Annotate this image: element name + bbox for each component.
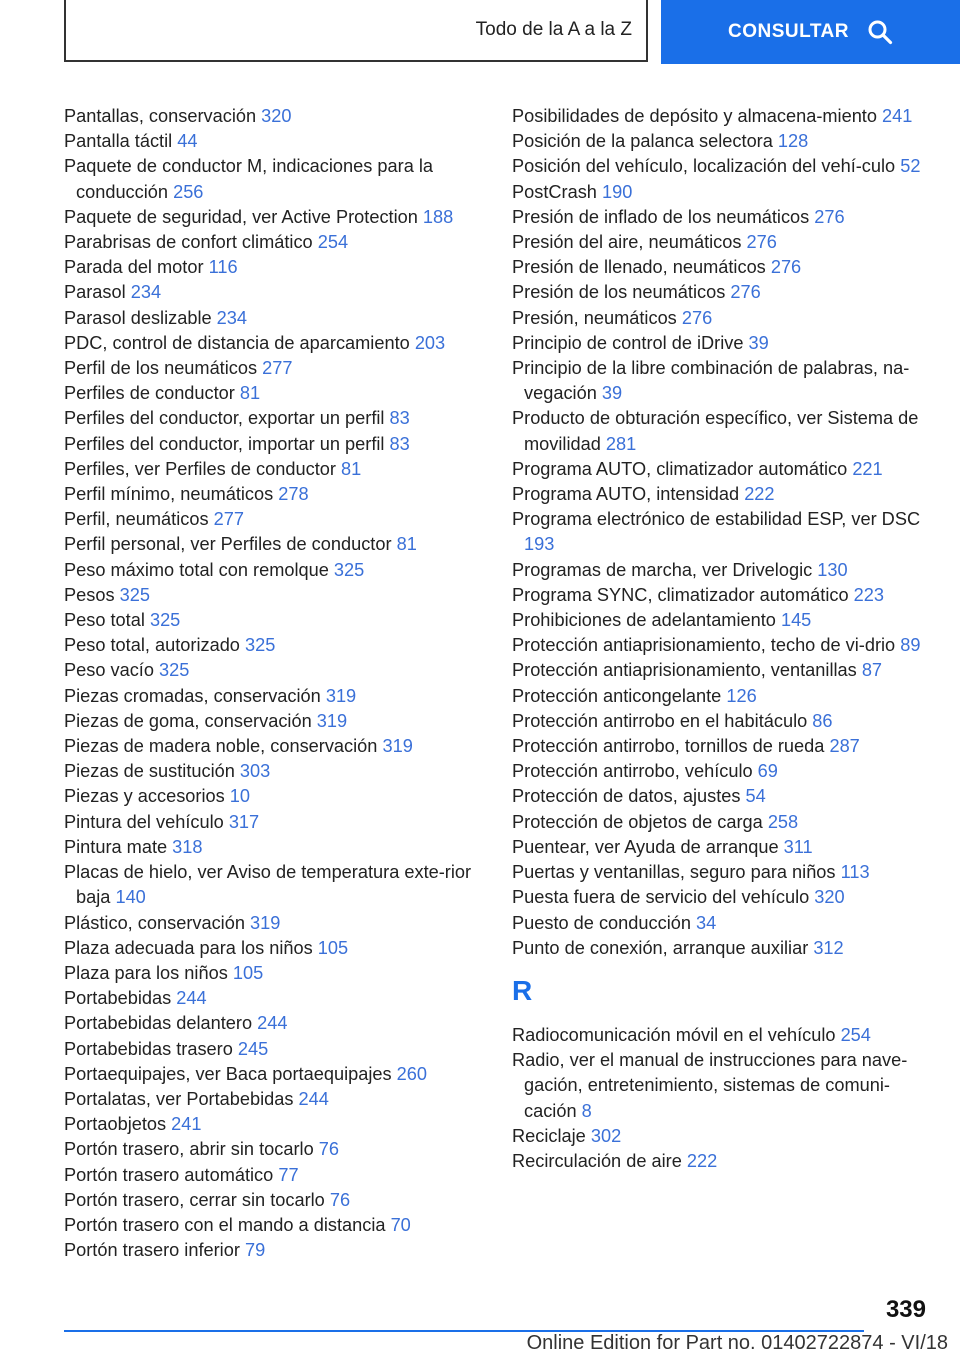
- entry-page-link[interactable]: 116: [208, 257, 238, 278]
- index-entry: [64, 658, 484, 683]
- entry-page-link[interactable]: 70: [390, 1214, 411, 1235]
- entry-text: Pantallas, conservación: [64, 106, 262, 126]
- entry-page-link[interactable]: 105: [232, 962, 264, 983]
- entry-page-link[interactable]: 277: [262, 358, 293, 379]
- entry-page-link[interactable]: 81: [340, 458, 362, 479]
- entry-text: Perfiles del conductor, exportar un perfil: [64, 408, 390, 429]
- entry-text: Piezas de goma, conservación: [64, 710, 317, 731]
- index-entry: [512, 633, 932, 658]
- index-entry: [64, 381, 484, 406]
- entry-page-link[interactable]: 319: [316, 710, 348, 731]
- index-entry: [64, 583, 484, 608]
- entry-text: Programa AUTO, intensidad: [512, 484, 745, 505]
- entry-page-link[interactable]: 277: [213, 509, 244, 530]
- entry-page-link[interactable]: 318: [172, 836, 203, 857]
- entry-page-link[interactable]: 52: [900, 156, 921, 177]
- index-entry: [512, 936, 932, 961]
- entry-text: Punto de conexión, arranque auxiliar: [512, 937, 814, 958]
- index-entry: [64, 1062, 484, 1087]
- entry-page-link[interactable]: 126: [726, 685, 757, 706]
- index-entry: [512, 406, 932, 456]
- entry-page-link[interactable]: 276: [814, 206, 845, 227]
- entry-text: Radio, ver el manual de instrucciones para nave‐gación, entretenimiento, sistemas de comuni‐cación: [512, 1050, 908, 1121]
- index-entry: [512, 608, 932, 633]
- entry-text: Perfil mínimo, neumáticos: [64, 484, 279, 505]
- entry-page-link[interactable]: 203: [414, 332, 446, 353]
- index-entry: [64, 835, 484, 860]
- entry-text: Radiocomunicación móvil en el vehículo: [512, 1024, 841, 1045]
- index-entry: [64, 1238, 484, 1263]
- entry-page-link[interactable]: 145: [780, 610, 812, 631]
- index-tab-label: Todo de la A a la Z: [475, 19, 632, 40]
- index-entry: [512, 860, 932, 885]
- r-entries: [512, 1023, 932, 1174]
- entry-text: Paquete de conductor M, indicaciones para la conducción: [64, 156, 434, 202]
- index-entry: [512, 583, 932, 608]
- entry-page-link[interactable]: 287: [829, 736, 860, 757]
- entry-text: Principio de control de iDrive: [512, 332, 749, 353]
- index-entry: [512, 1149, 932, 1174]
- index-entry: [64, 1213, 484, 1238]
- entry-text: Prohibiciones de adelantamiento: [512, 610, 781, 631]
- entry-page-link[interactable]: 87: [861, 660, 883, 681]
- entry-text: Presión de inflado de los neumáticos: [512, 206, 815, 227]
- entry-page-link[interactable]: 325: [149, 610, 181, 631]
- entry-text: Parasol: [64, 282, 131, 303]
- index-entry: [512, 759, 932, 784]
- index-entry: [64, 986, 484, 1011]
- entry-page-link[interactable]: 39: [601, 383, 623, 404]
- index-entry: [64, 1087, 484, 1112]
- entry-text: Protección anticongelante: [512, 685, 727, 706]
- index-entry: [64, 558, 484, 583]
- index-entry: [512, 507, 932, 557]
- entry-text: Programa AUTO, climatizador automático: [512, 458, 853, 479]
- entry-page-link[interactable]: 245: [237, 1038, 269, 1059]
- index-entry: [64, 1037, 484, 1062]
- entry-text: Puertas y ventanillas, seguro para niños: [512, 862, 841, 883]
- entry-text: Presión de llenado, neumáticos: [512, 257, 771, 278]
- index-entry: [64, 532, 484, 557]
- index-entry: [64, 356, 484, 381]
- entry-text: Perfiles del conductor, importar un perfil: [64, 433, 390, 454]
- entry-page-link[interactable]: 320: [261, 106, 292, 126]
- index-entry: [64, 961, 484, 986]
- entry-page-link[interactable]: 140: [115, 887, 146, 908]
- entry-page-link[interactable]: 34: [696, 912, 717, 933]
- entry-page-link[interactable]: 254: [840, 1024, 871, 1045]
- entry-page-link[interactable]: 311: [783, 836, 813, 857]
- index-entry: [512, 709, 932, 734]
- entry-page-link[interactable]: 44: [177, 131, 198, 152]
- consult-button-label: CONSULTAR: [728, 21, 849, 42]
- index-entry: [512, 306, 932, 331]
- entry-text: Perfiles de conductor: [64, 383, 240, 404]
- entry-text: Portón trasero, abrir sin tocarlo: [64, 1139, 319, 1160]
- entry-page-link[interactable]: 254: [317, 232, 349, 253]
- entry-text: PDC, control de distancia de aparcamiento: [64, 332, 415, 353]
- entry-text: Protección antirrobo, vehículo: [512, 761, 758, 782]
- index-entry: [512, 255, 932, 280]
- entry-text: Peso total: [64, 610, 150, 631]
- entry-text: Portón trasero con el mando a distancia: [64, 1214, 391, 1235]
- entry-text: Pintura mate: [64, 836, 173, 857]
- index-entry: [64, 759, 484, 784]
- index-entry: [64, 129, 484, 154]
- index-entry: [512, 1124, 932, 1149]
- index-entry: [64, 230, 484, 255]
- page-number: 339: [885, 1296, 926, 1323]
- index-entry: [512, 684, 932, 709]
- index-entry: [512, 482, 932, 507]
- entry-page-link[interactable]: 86: [812, 710, 833, 731]
- entry-page-link[interactable]: 128: [777, 131, 809, 152]
- entry-page-link[interactable]: 276: [681, 307, 713, 328]
- entry-page-link[interactable]: 193: [524, 534, 555, 555]
- entry-text: Pintura del vehículo: [64, 811, 229, 832]
- entry-text: Programa SYNC, climatizador automático: [512, 584, 854, 605]
- entry-text: Posición de la palanca selectora: [512, 131, 778, 152]
- entry-text: Portalatas, ver Portabebidas: [64, 1088, 299, 1109]
- entry-text: Protección antirrobo en el habitáculo: [512, 710, 813, 731]
- index-entry: [512, 230, 932, 255]
- entry-page-link[interactable]: 244: [176, 988, 207, 1009]
- index-entry: [64, 784, 484, 809]
- index-entry: [64, 432, 484, 457]
- entry-text: Perfiles, ver Perfiles de conductor: [64, 458, 341, 479]
- entry-page-link[interactable]: 81: [239, 383, 261, 404]
- index-entry: [64, 1137, 484, 1162]
- entry-page-link[interactable]: 81: [396, 534, 417, 555]
- entry-page-link[interactable]: 317: [228, 811, 260, 832]
- entry-text: Presión de los neumáticos: [512, 282, 731, 303]
- entry-text: Posición del vehículo, localización del vehí‐culo: [512, 156, 901, 177]
- footer-edition: Online Edition for Part no. 01402722874 - VI/18: [526, 1332, 948, 1354]
- index-entry: [512, 129, 932, 154]
- entry-page-link[interactable]: 319: [382, 736, 413, 757]
- index-column-right: [512, 104, 932, 1174]
- entry-page-link[interactable]: 76: [318, 1139, 339, 1160]
- entry-text: Peso máximo total con remolque: [64, 559, 334, 580]
- entry-text: Piezas cromadas, conservación: [64, 685, 326, 706]
- index-entry: [512, 810, 932, 835]
- entry-page-link[interactable]: 83: [389, 408, 410, 429]
- consult-button[interactable]: [661, 0, 960, 64]
- index-entry: [64, 154, 484, 204]
- entry-text: Presión, neumáticos: [512, 307, 682, 328]
- entry-text: Recirculación de aire: [512, 1150, 687, 1171]
- entry-text: Peso vacío: [64, 660, 160, 681]
- index-entry: [64, 255, 484, 280]
- entry-page-link[interactable]: 188: [422, 206, 454, 227]
- index-entry: [512, 835, 932, 860]
- entry-text: Portón trasero inferior: [64, 1240, 245, 1261]
- entry-text: Presión del aire, neumáticos: [512, 232, 747, 253]
- entry-page-link[interactable]: 234: [130, 282, 162, 303]
- entry-page-link[interactable]: 130: [817, 559, 848, 580]
- entry-page-link[interactable]: 39: [748, 332, 769, 353]
- entry-page-link[interactable]: 312: [813, 937, 844, 958]
- entry-page-link[interactable]: 325: [333, 559, 365, 580]
- entry-text: Paquete de seguridad, ver Active Protection: [64, 206, 423, 227]
- entry-text: Piezas y accesorios: [64, 786, 230, 807]
- entry-page-link[interactable]: 319: [325, 685, 357, 706]
- entry-page-link[interactable]: 79: [244, 1240, 266, 1261]
- index-entry: [64, 482, 484, 507]
- index-entry: [512, 911, 932, 936]
- index-tab[interactable]: [64, 0, 648, 62]
- section-letter: R: [512, 974, 533, 1006]
- entry-page-link[interactable]: 320: [814, 887, 845, 908]
- entry-text: Reciclaje: [512, 1125, 591, 1146]
- entry-page-link[interactable]: 77: [278, 1164, 299, 1185]
- entry-page-link[interactable]: 276: [770, 257, 802, 278]
- entry-page-link[interactable]: 244: [257, 1013, 288, 1034]
- entry-text: Piezas de sustitución: [64, 761, 240, 782]
- index-entry: [512, 180, 932, 205]
- index-entry: [64, 406, 484, 431]
- entry-text: Perfil de los neumáticos: [64, 358, 263, 379]
- index-entry: [64, 331, 484, 356]
- entry-page-link[interactable]: 241: [171, 1114, 202, 1135]
- entry-page-link[interactable]: 76: [329, 1189, 351, 1210]
- entry-page-link[interactable]: 54: [745, 786, 766, 807]
- entry-page-link[interactable]: 89: [900, 635, 921, 656]
- p-entries-continued: [512, 104, 932, 961]
- entry-page-link[interactable]: 223: [853, 584, 885, 605]
- index-entry: [512, 734, 932, 759]
- entry-page-link[interactable]: 8: [581, 1100, 592, 1121]
- index-entry: [64, 205, 484, 230]
- entry-text: Programa electrónico de estabilidad ESP, ver DSC: [512, 509, 921, 530]
- entry-text: Portabebidas: [64, 988, 177, 1009]
- entry-text: Parabrisas de confort climático: [64, 232, 318, 253]
- search-icon: [867, 19, 893, 45]
- entry-text: Portón trasero, cerrar sin tocarlo: [64, 1189, 330, 1210]
- entry-page-link[interactable]: 190: [601, 181, 633, 202]
- index-entry: [64, 104, 484, 129]
- index-entry: [64, 306, 484, 331]
- entry-text: Portón trasero automático: [64, 1164, 279, 1185]
- index-entry: [64, 507, 484, 532]
- entry-page-link[interactable]: 260: [396, 1063, 428, 1084]
- index-entry: [512, 154, 932, 179]
- entry-page-link[interactable]: 105: [317, 937, 349, 958]
- entry-text: Portabebidas trasero: [64, 1038, 238, 1059]
- entry-text: Perfil personal, ver Perfiles de conductor: [64, 534, 397, 555]
- entry-text: Placas de hielo, ver Aviso de temperatura exte‐rior baja: [64, 862, 472, 908]
- entry-page-link[interactable]: 319: [250, 912, 281, 933]
- entry-page-link[interactable]: 325: [244, 635, 276, 656]
- index-entry: [64, 280, 484, 305]
- entry-text: Protección de datos, ajustes: [512, 786, 746, 807]
- entry-text: Puentear, ver Ayuda de arranque: [512, 836, 784, 857]
- entry-text: Posibilidades de depósito y almacena‐miento: [512, 106, 883, 126]
- entry-page-link[interactable]: 256: [173, 181, 204, 202]
- index-entry: [512, 331, 932, 356]
- entry-page-link[interactable]: 234: [216, 307, 248, 328]
- entry-page-link[interactable]: 278: [278, 484, 309, 505]
- entry-text: Portabebidas delantero: [64, 1013, 258, 1034]
- entry-page-link[interactable]: 222: [686, 1150, 718, 1171]
- index-entry: [512, 280, 932, 305]
- entry-page-link[interactable]: 244: [298, 1088, 329, 1109]
- entry-page-link[interactable]: 10: [229, 786, 251, 807]
- index-entry: [64, 810, 484, 835]
- entry-page-link[interactable]: 325: [159, 660, 190, 681]
- index-entry: [64, 936, 484, 961]
- entry-text: Parada del motor: [64, 257, 209, 278]
- index-entry: [512, 205, 932, 230]
- entry-page-link[interactable]: 302: [590, 1125, 622, 1146]
- entry-text: Protección antiaprisionamiento, ventanillas: [512, 660, 862, 681]
- index-entry: [64, 1112, 484, 1137]
- index-entry: [512, 104, 932, 129]
- index-entry: [64, 684, 484, 709]
- index-entry: [64, 457, 484, 482]
- entry-text: Protección de objetos de carga: [512, 811, 768, 832]
- index-entry: [64, 1163, 484, 1188]
- entry-text: PostCrash: [512, 181, 602, 202]
- index-entry: [512, 885, 932, 910]
- entry-page-link[interactable]: 241: [882, 106, 913, 126]
- index-entry: [512, 356, 932, 406]
- entry-page-link[interactable]: 222: [744, 484, 775, 505]
- entry-page-link[interactable]: 325: [119, 584, 150, 605]
- index-entry: [64, 1188, 484, 1213]
- entry-text: Perfil, neumáticos: [64, 509, 214, 530]
- index-entry: [512, 658, 932, 683]
- entry-page-link[interactable]: 276: [746, 232, 777, 253]
- index-entry: [64, 608, 484, 633]
- entry-text: Protección antiaprisionamiento, techo de vi‐drio: [512, 635, 901, 656]
- entry-text: Pesos: [64, 584, 120, 605]
- entry-text: Plástico, conservación: [64, 912, 251, 933]
- entry-page-link[interactable]: 276: [730, 282, 761, 303]
- entry-text: Puesta fuera de servicio del vehículo: [512, 887, 815, 908]
- index-entry: [64, 633, 484, 658]
- entry-text: Piezas de madera noble, conservación: [64, 736, 383, 757]
- index-entry: [512, 558, 932, 583]
- index-column-left: [64, 104, 484, 1263]
- entry-page-link[interactable]: 69: [757, 761, 778, 782]
- entry-text: Plaza para los niños: [64, 962, 233, 983]
- entry-text: Producto de obturación específico, ver Sistema de movilidad: [512, 408, 919, 454]
- entry-text: Protección antirrobo, tornillos de rueda: [512, 736, 830, 757]
- entry-page-link[interactable]: 113: [840, 862, 870, 883]
- entry-page-link[interactable]: 281: [605, 433, 637, 454]
- entry-text: Puesto de conducción: [512, 912, 697, 933]
- entry-page-link[interactable]: 83: [389, 433, 410, 454]
- index-entry: [64, 709, 484, 734]
- entry-text: Peso total, autorizado: [64, 635, 245, 656]
- entry-page-link[interactable]: 258: [767, 811, 799, 832]
- entry-text: Programas de marcha, ver Drivelogic: [512, 559, 818, 580]
- entry-text: Plaza adecuada para los niños: [64, 937, 318, 958]
- entry-text: Pantalla táctil: [64, 131, 178, 152]
- index-entry: [512, 1023, 932, 1048]
- index-entry: [512, 457, 932, 482]
- index-entry: [64, 911, 484, 936]
- entry-text: Portaobjetos: [64, 1114, 172, 1135]
- entry-page-link[interactable]: 303: [239, 761, 271, 782]
- index-entry: [512, 1048, 932, 1124]
- entry-text: Portaequipajes, ver Baca portaequipajes: [64, 1063, 397, 1084]
- entry-text: Parasol deslizable: [64, 307, 217, 328]
- entry-text: Principio de la libre combinación de palabras, na‐vegación: [512, 358, 910, 404]
- index-entry: [64, 734, 484, 759]
- index-entry: [64, 1011, 484, 1036]
- index-entry: [512, 784, 932, 809]
- index-entry: [64, 860, 484, 910]
- entry-page-link[interactable]: 221: [852, 458, 883, 479]
